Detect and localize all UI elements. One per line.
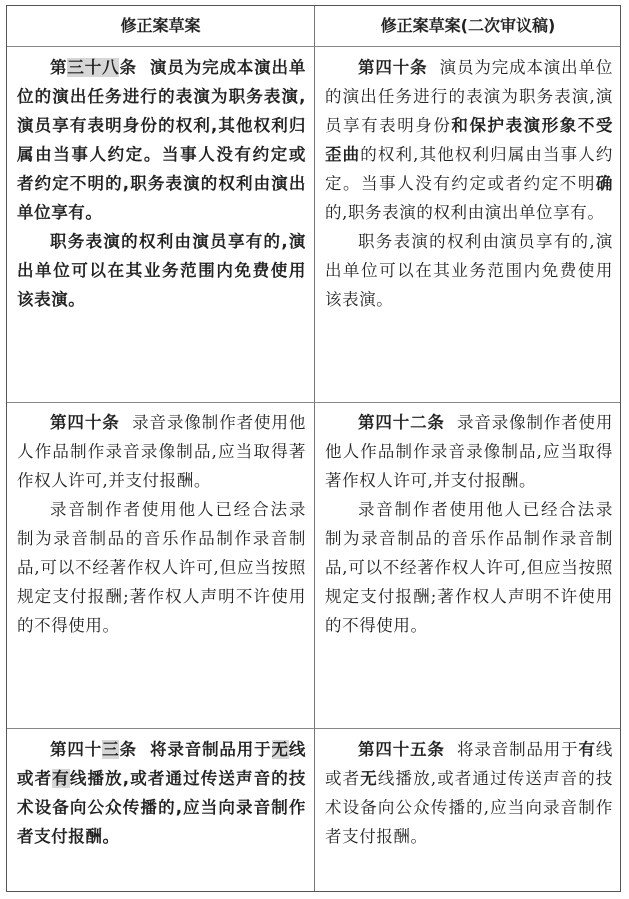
article-number: 条 <box>119 58 137 77</box>
article-number: 第四十条 <box>50 413 120 432</box>
article-number: 第四十二条 <box>358 413 445 432</box>
comparison-table <box>6 5 621 892</box>
article-number: 条 <box>119 740 137 759</box>
article-text: 线播放,或者通过传送声音的技术设备向公众传播的,应当向录音制作者支付报酬。 <box>17 769 306 846</box>
header-right: 修正案草案(二次审议稿) <box>380 16 556 35</box>
added-text: 确 <box>595 174 613 193</box>
highlighted-change: 三十八 <box>67 58 120 77</box>
row-divider <box>7 46 620 47</box>
row3-right-cell <box>315 735 621 851</box>
paragraph <box>325 53 613 227</box>
article-text: 将录音制品用于 <box>457 740 579 759</box>
article-text: 线播放,或者通过传送声音的技术设备向公众传播的,应当向录音制作者支付报酬。 <box>325 769 613 846</box>
highlighted-change: 无 <box>271 740 289 759</box>
highlighted-change: 三 <box>102 740 120 759</box>
paragraph: 职务表演的权利由演员享有的,演出单位可以在其业务范围内免费使用该表演。 <box>325 232 613 309</box>
header-left: 修正案草案 <box>120 16 201 35</box>
paragraph: 录音制作者使用他人已经合法录制为录音制品的音乐作品制作录音制品,可以不经著作权人许可,但应当按照规定支付报酬;著作权人声明不许使用的不得使用。 <box>17 500 306 635</box>
row1-left-cell <box>7 53 314 314</box>
row2-left-cell <box>7 408 314 640</box>
article-text: 的,职务表演的权利由演出单位享有。 <box>325 203 605 222</box>
paragraph: 录音制作者使用他人已经合法录制为录音制品的音乐作品制作录音制品,可以不经著作权人许可,但应当按照规定支付报酬;著作权人声明不许使用的不得使用。 <box>325 500 613 635</box>
article-number: 第 <box>50 58 68 77</box>
paragraph <box>17 53 306 227</box>
row1-right-cell <box>315 53 621 314</box>
paragraph <box>325 735 613 851</box>
added-text: 无 <box>360 769 378 788</box>
article-text: 的权利,其他权利归属由当事人约定。当事人没有约定或者约定不明 <box>325 145 614 193</box>
row-divider <box>7 728 620 729</box>
row3-left-cell <box>7 735 314 851</box>
added-text: 和保护表演形象不受歪曲 <box>325 116 613 164</box>
article-number: 第四十条 <box>358 58 428 77</box>
article-text: 线或者 <box>17 740 306 788</box>
highlighted-change: 有 <box>52 769 70 788</box>
row-divider <box>7 402 620 403</box>
paragraph <box>17 408 306 495</box>
article-text: 演员为完成本演出单位的演出任务进行的表演为职务表演,演员享有表明身份的权利,其他权利归属由当事人约定。当事人没有约定或者约定不明的,职务表演的权利由演出单位享有。 <box>17 58 306 222</box>
article-number: 第四十五条 <box>358 740 445 759</box>
row2-right-cell <box>315 408 621 640</box>
paragraph <box>17 735 306 851</box>
article-number: 第四十 <box>50 740 103 759</box>
article-text: 线或者 <box>325 740 613 788</box>
article-text: 录音录像制作者使用他人作品制作录音录像制品,应当取得著作权人许可,并支付报酬。 <box>17 413 306 490</box>
paragraph <box>325 408 613 495</box>
added-text: 有 <box>578 740 596 759</box>
paragraph: 职务表演的权利由演员享有的,演出单位可以在其业务范围内免费使用该表演。 <box>17 232 306 309</box>
article-text: 将录音制品用于 <box>150 740 272 759</box>
article-text: 演员为完成本演出单位的演出任务进行的表演为职务表演,演员享有表明身份 <box>325 58 613 135</box>
article-text: 录音录像制作者使用他人作品制作录音录像制品,应当取得著作权人许可,并支付报酬。 <box>325 413 613 490</box>
